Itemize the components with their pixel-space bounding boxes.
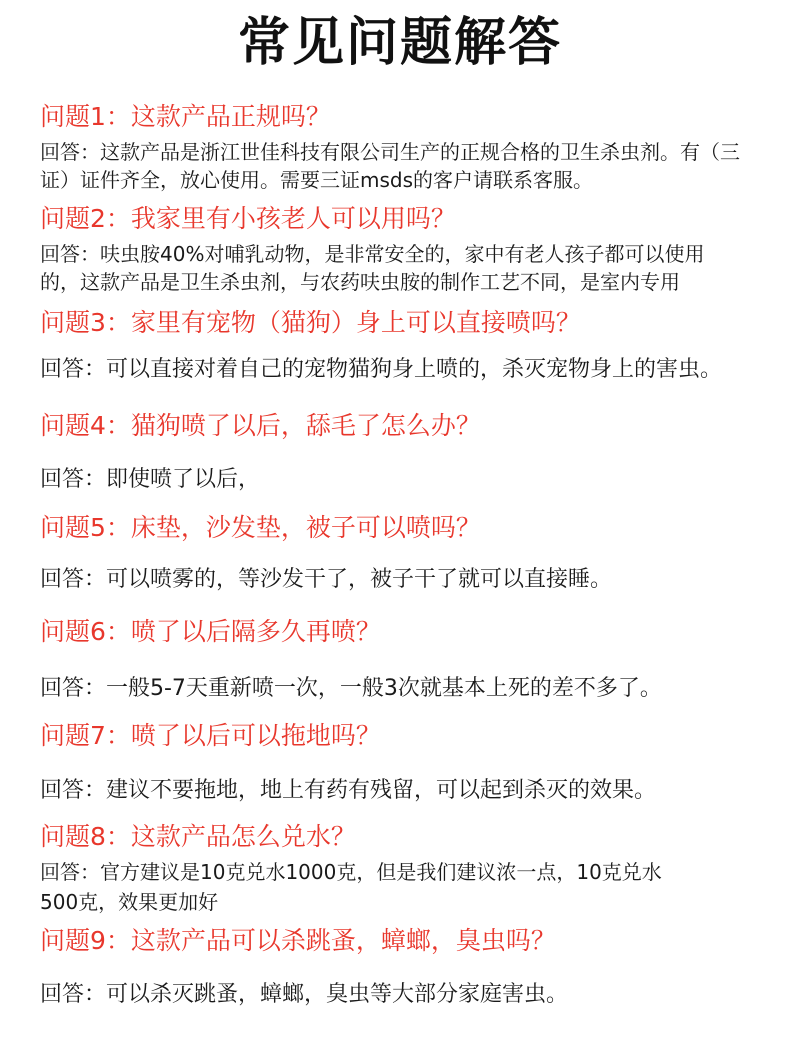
faq-question-9: 问题9：这款产品可以杀跳蚤，蟑螂，臭虫吗？ — [40, 926, 556, 955]
faq-question-3: 问题3：家里有宠物（猫狗）身上可以直接喷吗？ — [40, 308, 581, 337]
faq-answer-8-line-1: 回答：官方建议是10克兑水1000克，但是我们建议浓一点，10克兑水 — [40, 860, 662, 884]
faq-answer-4: 回答：即使喷了以后， — [40, 467, 261, 492]
faq-answer-5: 回答：可以喷雾的，等沙发干了，被子干了就可以直接睡。 — [40, 567, 613, 592]
faq-answer-9: 回答：可以杀灭跳蚤，蟑螂，臭虫等大部分家庭害虫。 — [40, 982, 569, 1007]
faq-answer-2-line-1: 回答：呋虫胺40%对哺乳动物，是非常安全的，家中有老人孩子都可以使用 — [40, 242, 705, 266]
page-title: 常见问题解答 — [237, 13, 562, 73]
faq-question-5: 问题5：床垫，沙发垫，被子可以喷吗？ — [40, 513, 481, 542]
faq-answer-2-line-2: 的，这款产品是卫生杀虫剂，与农药呋虫胺的制作工艺不同，是室内专用 — [40, 270, 680, 294]
faq-question-6: 问题6：喷了以后隔多久再喷？ — [40, 617, 381, 646]
faq-answer-1-line-1: 回答：这款产品是浙江世佳科技有限公司生产的正规合格的卫生杀虫剂。有（三 — [40, 140, 740, 164]
faq-answer-1-line-2: 证）证件齐全，放心使用。需要三证msds的客户请联系客服。 — [40, 168, 594, 192]
faq-question-2: 问题2：我家里有小孩老人可以用吗？ — [40, 204, 456, 233]
faq-question-7: 问题7：喷了以后可以拖地吗？ — [40, 721, 381, 750]
faq-answer-6: 回答：一般5-7天重新喷一次，一般3次就基本上死的差不多了。 — [40, 676, 662, 701]
faq-question-1: 问题1：这款产品正规吗？ — [40, 102, 331, 131]
faq-question-8: 问题8：这款产品怎么兑水？ — [40, 822, 356, 851]
faq-answer-7: 回答：建议不要拖地，地上有药有残留，可以起到杀灭的效果。 — [40, 778, 657, 803]
faq-answer-3: 回答：可以直接对着自己的宠物猫狗身上喷的，杀灭宠物身上的害虫。 — [40, 357, 723, 382]
faq-question-4: 问题4：猫狗喷了以后，舔毛了怎么办？ — [40, 411, 481, 440]
faq-answer-8-line-2: 500克，效果更加好 — [40, 890, 219, 914]
